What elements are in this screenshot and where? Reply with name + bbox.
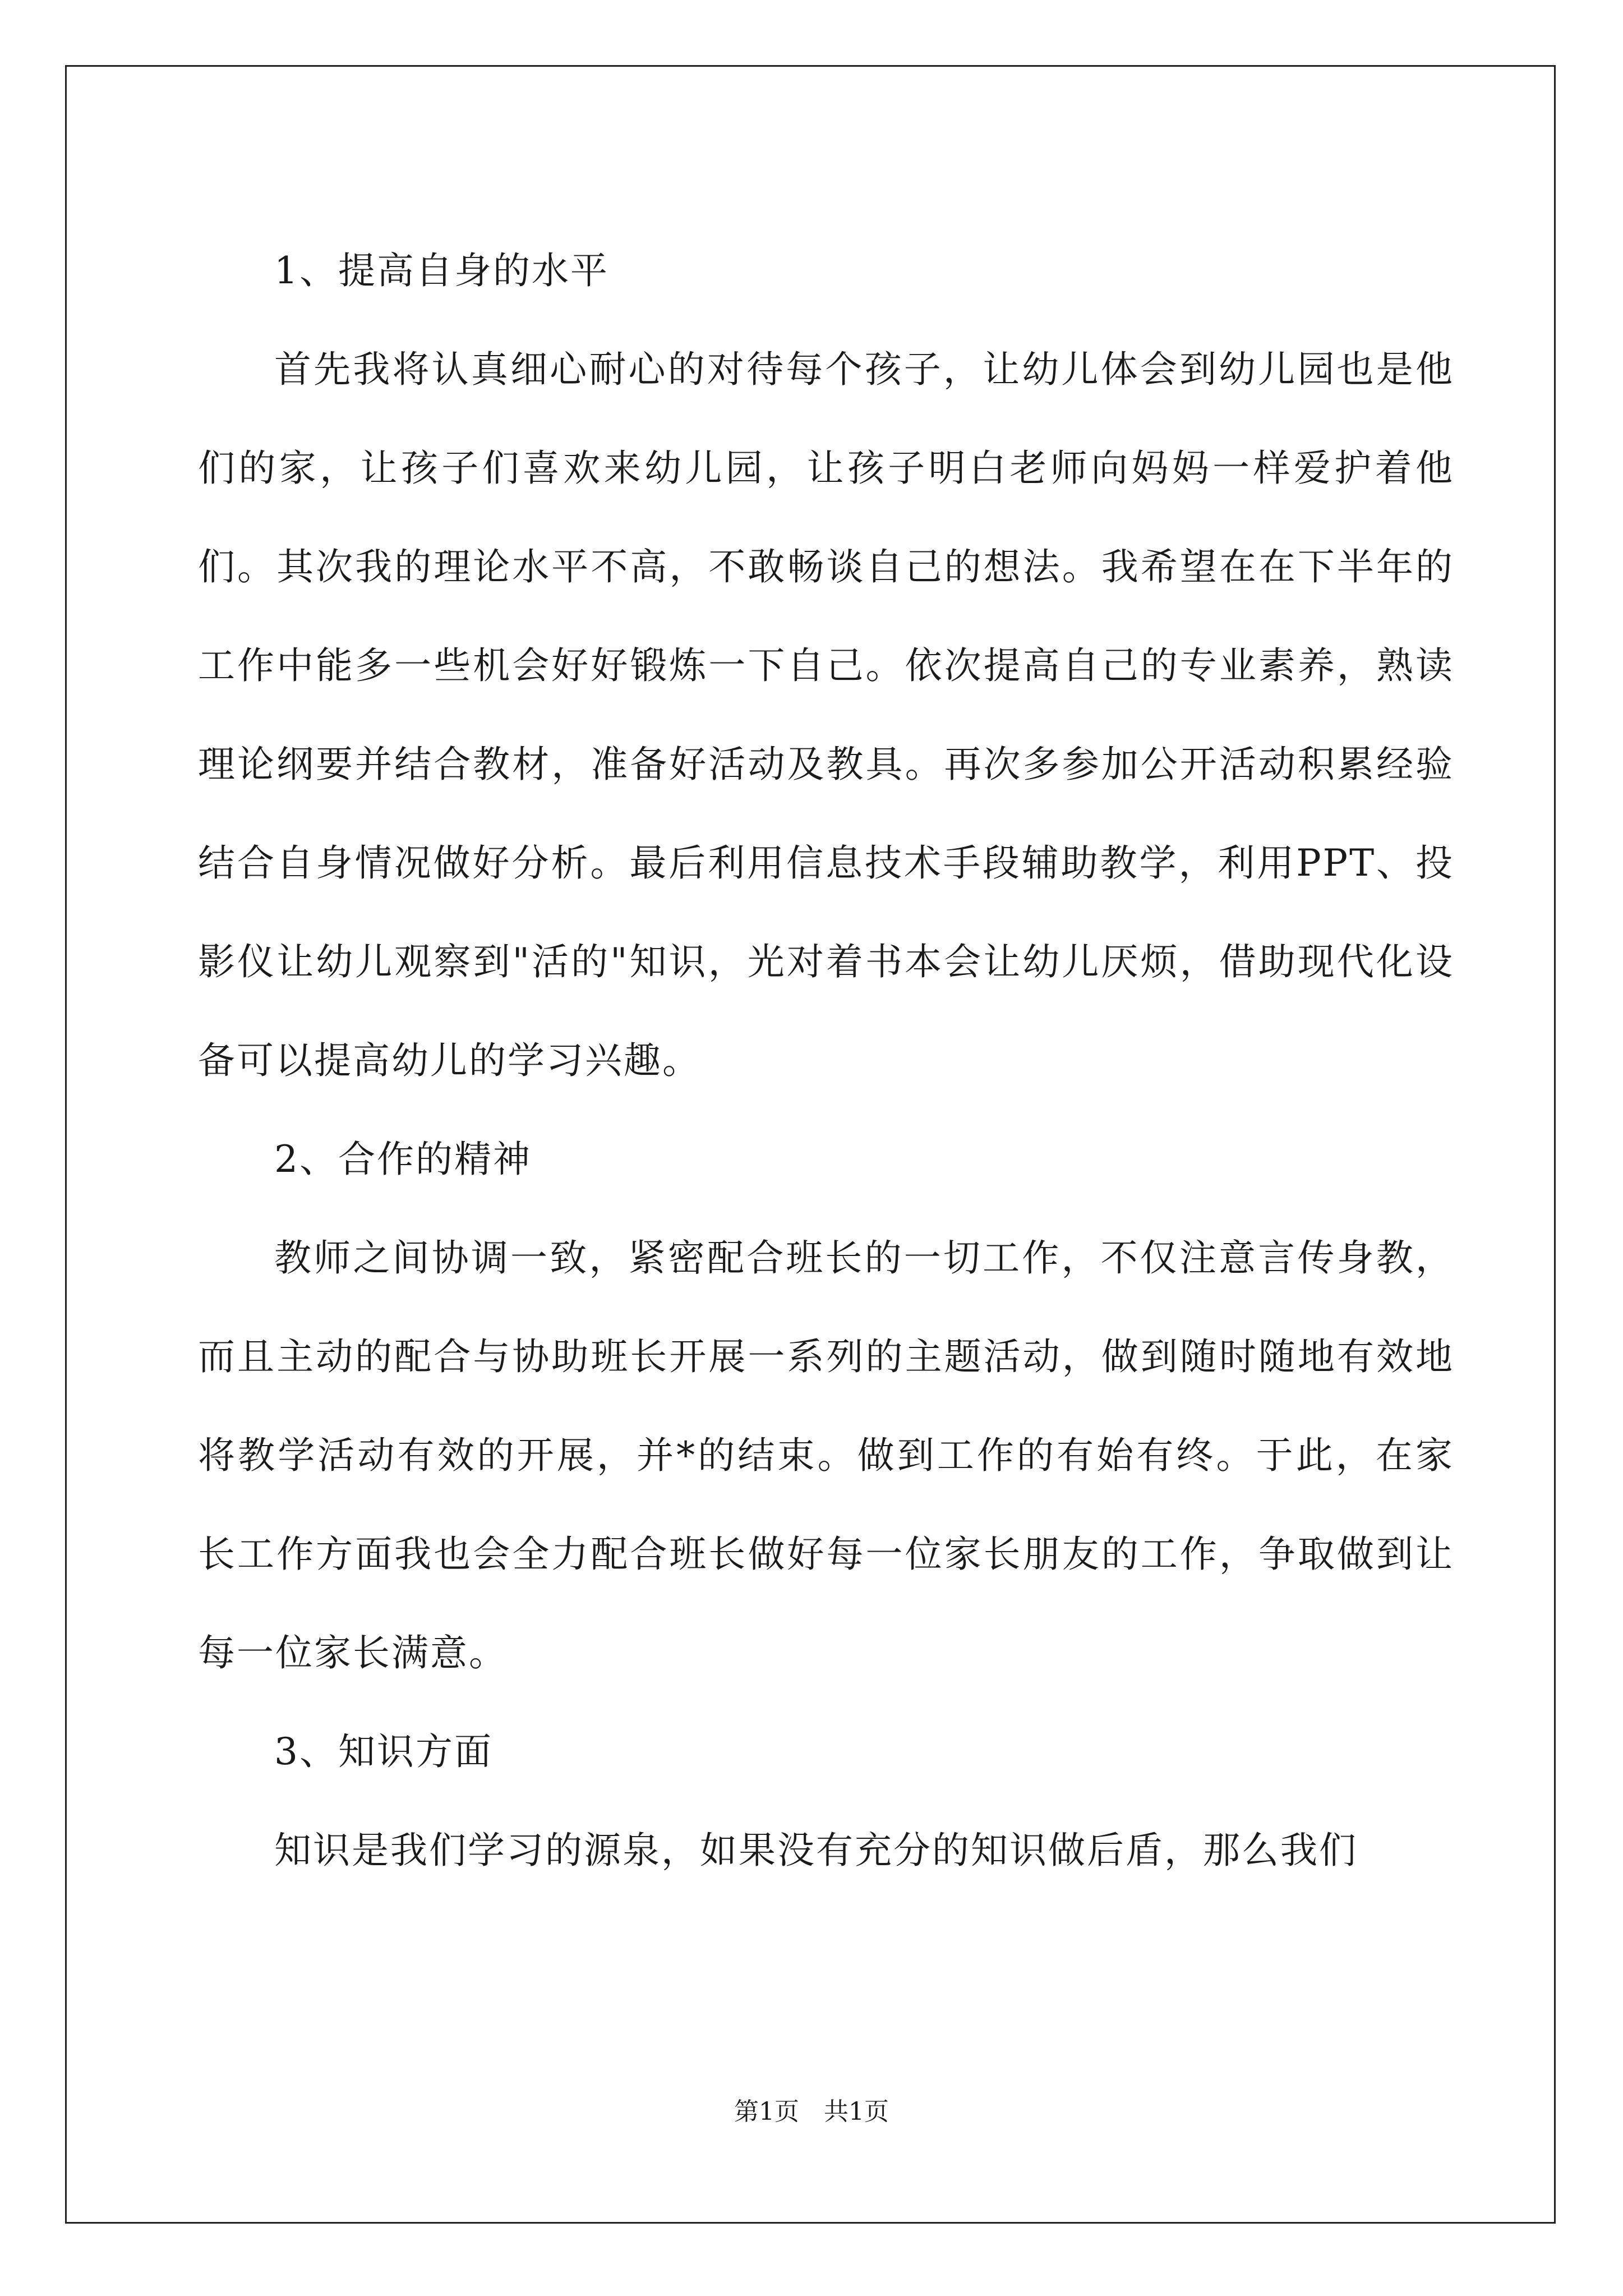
document-body [198,222,1454,1900]
section-1-heading: 1、提高自身的水平 [274,249,609,292]
section-2-heading: 2、合作的精神 [274,1138,532,1181]
section-3-paragraph: 知识是我们学习的源泉，如果没有充分的知识做后盾，那么我们 [274,1829,1358,1872]
section-2-paragraph: 教师之间协调一致，紧密配合班长的一切工作，不仅注意言传身教，而且主动的配合与协助班长开展一系列的主题活动，做到随时随地有效地将教学活动有效的开展，并*的结束。做到工作的有始有终。于此，在家长工作方面我也会全力配合班长做好每一位家长朋友的工作，争取做到让每一位家长满意。 [198,1236,1454,1674]
page-number-footer: 第1页 共1页 [734,2097,889,2126]
section-1-paragraph: 首先我将认真细心耐心的对待每个孩子，让幼儿体会到幼儿园也是他们的家，让孩子们喜欢来幼儿园，让孩子明白老师向妈妈一样爱护着他们。其次我的理论水平不高，不敢畅谈自己的想法。我希望在在下半年的工作中能多一些机会好好锻炼一下自己。依次提高自己的专业素养，熟读理论纲要并结合教材，准备好活动及教具。再次多参加公开活动积累经验结合自身情况做好分析。最后利用信息技术手段辅助教学，利用PPT、投影仪让幼儿观察到"活的"知识，光对着书本会让幼儿厌烦，借助现代化设备可以提高幼儿的学习兴趣。 [198,348,1454,1082]
section-3-heading: 3、知识方面 [274,1730,493,1773]
